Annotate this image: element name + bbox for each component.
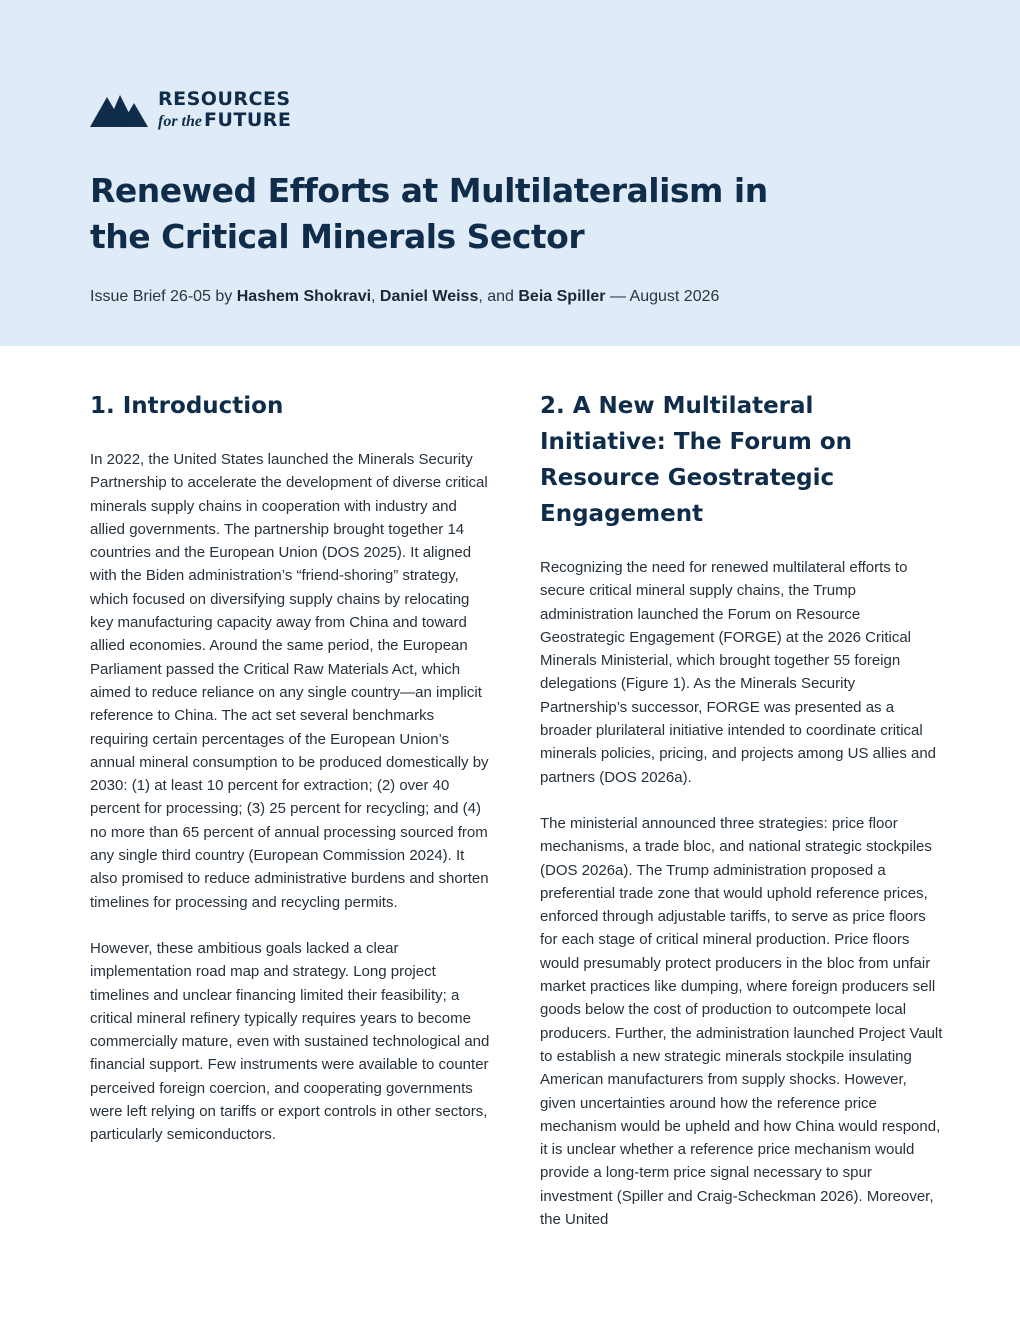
byline-separator: , and (478, 288, 519, 305)
section-introduction (90, 388, 490, 1170)
section-title: Introduction (122, 393, 284, 419)
byline (90, 285, 719, 308)
body-paragraph: However, these ambitious goals lacked a clear implementation road map and strategy. Long project timelines and unclear financing limited their feasibility; a critical mineral refinery typically requires years to become commercially mature, even with sustained technological and financial support. Few instruments were available to counter perceived foreign coercion, and cooperating governments were left relying on tariffs or export controls in other sectors, particularly semiconductors. (90, 939, 490, 1144)
logo-wordmark-future-text: FUTURE (204, 109, 292, 131)
header-banner (0, 0, 1020, 346)
section-number: 1. (90, 393, 115, 419)
section-title: A New Multilateral Initiative: The Forum on Resource Geostrategic Engagement (540, 393, 853, 527)
author-name: Beia Spiller (518, 288, 606, 305)
section-heading (90, 388, 490, 424)
byline-date: — August 2026 (605, 288, 720, 305)
byline-separator: , (371, 288, 380, 305)
page-title: Renewed Efforts at Multilateralism in the Critical Minerals Sector (90, 171, 768, 256)
section-heading (540, 388, 945, 532)
author-name: Hashem Shokravi (236, 288, 372, 305)
logo-wordmark-resources: RESOURCES (158, 88, 291, 110)
logo-wordmark-for-the: for the (158, 113, 202, 130)
mountain-logo-icon (90, 89, 148, 129)
body-paragraph: In 2022, the United States launched the Minerals Security Partnership to accelerate the development of diverse critical minerals supply chains in cooperation with industry and allied governments. The partnership brought together 14 countries and the European Union (DOS 2025). It aligned with the Biden administration’s “friend-shoring” strategy, which focused on diversifying supply chains by relocating key manufacturing capacity away from China and toward allied economies. Around the same period, the European Parliament passed the Critical Raw Materials Act, which aimed to reduce reliance on any single country—an implicit reference to China. The act set several benchmarks requiring certain percentages of the European Union’s annual mineral consumption to be produced domestically by 2030: (1) at least 10 percent for extraction; (2) over 40 percent for processing; (3) 25 percent for recycling; and (4) no more than 65 percent of annual processing sourced from any single third country (European Commission 2024). It also promised to reduce administrative burdens and shorten timelines for processing and recycling permits. (90, 451, 489, 911)
rff-logo[interactable] (90, 88, 310, 132)
section-multilateral-initiative (540, 388, 945, 1254)
logo-wordmark-future (158, 109, 291, 131)
body-paragraph: The ministerial announced three strategies: price floor mechanisms, a trade bloc, and national strategic stockpiles (DOS 2026a). The Trump administration proposed a preferential trade zone that would uphold reference prices, enforced through adjustable tariffs, to serve as price floors for each stage of critical mineral production. Price floors would presumably protect producers in the bloc from unfair market practices like dumping, where foreign producers sell goods below the cost of production to outcompete local producers. Further, the administration launched Project Vault to establish a new strategic minerals stockpile insulating American manufacturers from supply shocks. However, given uncertainties around how the reference price mechanism would be upheld and how China would respond, it is unclear whether a reference price mechanism would provide a long-term price signal necessary to spur investment (Spiller and Craig-Scheckman 2026). Moreover, the United (540, 814, 943, 1229)
byline-prefix: Issue Brief 26-05 by (90, 288, 237, 305)
author-name: Daniel Weiss (379, 288, 479, 305)
body-paragraph: Recognizing the need for renewed multilateral efforts to secure critical mineral supply chains, the Trump administration launched the Forum on Resource Geostrategic Engagement (FORGE) at the 2026 Critical Minerals Ministerial, which brought together 55 foreign delegations (Figure 1). As the Minerals Security Partnership’s successor, FORGE was presented as a broader plurilateral initiative intended to coordinate critical minerals policies, pricing, and projects among US allies and partners (DOS 2026a). (540, 559, 937, 786)
section-number: 2. (540, 393, 565, 419)
